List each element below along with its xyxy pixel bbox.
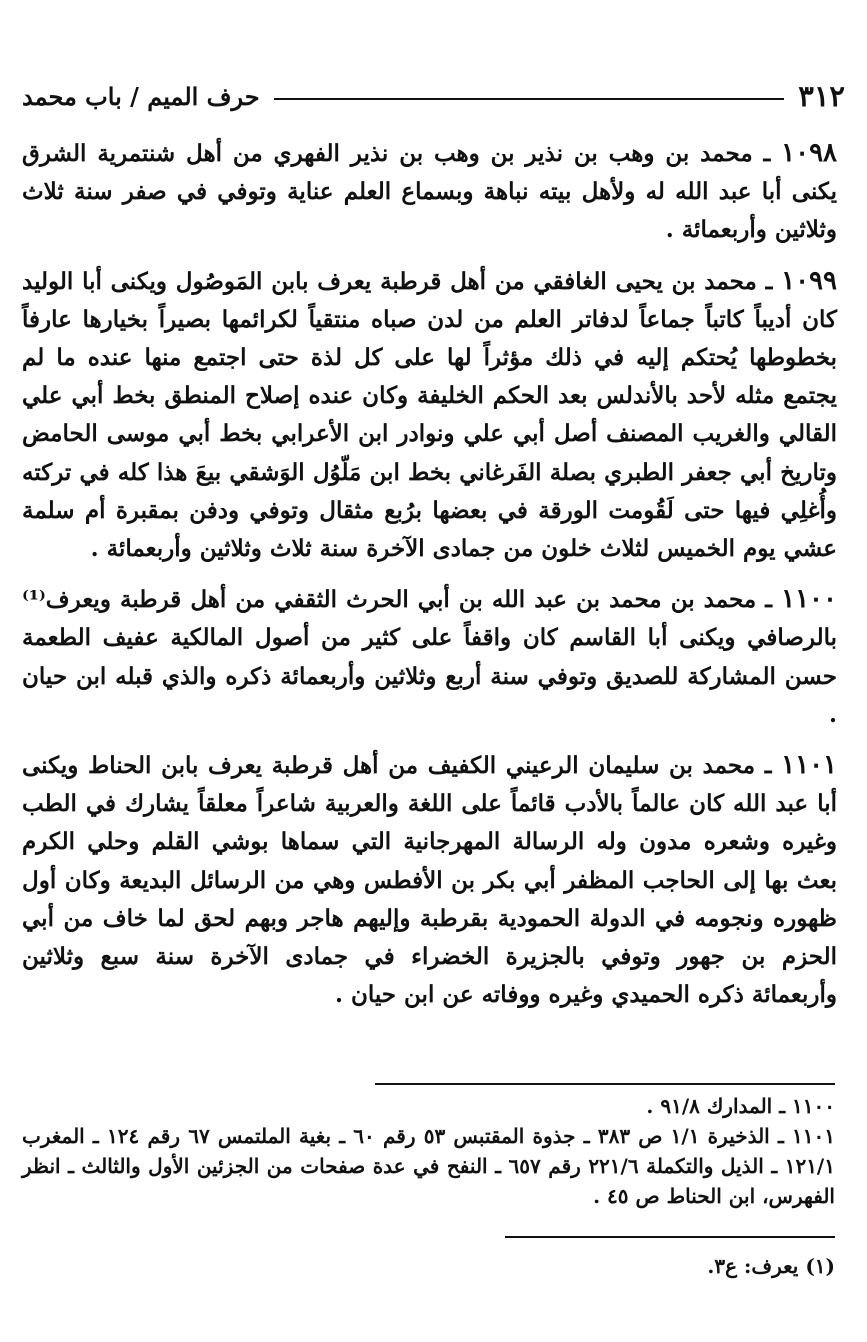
sources-section [22, 1083, 835, 1211]
entry-text: محمد بن سليمان الرعيني الكفيف من أهل قرطبة يعرف بابن الحناط ويكنى أبا عبد الله كان عالماً بالأدب قائماً على اللغة والعربية شاعراً معلقاً يشارك في الطب وغيره وشعره مدون وله الرسالة المهرجانية التي سماها بوشي القلم وحلي الكرم بعث بها إلى الحاجب المظفر أبي بكر بن الأفطس وهي من الرسائل البديعة وكان أول ظهوره ونجومه في الدولة الحمودية بقرطبة وإليهم هاجر وبهم لحق لما خاف من أبي الحزم بن جهور وتوفي بالجزيرة الخضراء في جمادى الآخرة سنة سبع وثلاثين وأربعمائة ذكره الحميدي وغيره ووفاته عن ابن حيان . [22, 752, 837, 1009]
page-header [22, 76, 845, 116]
entry-number: ١١٠٠ [781, 584, 837, 615]
entry-1099: ١٠٩٩ ـ محمد بن يحيى الغافقي من أهل قرطبة يعرف بابن المَوصُول ويكنى أبا الوليد كان أديباً كاتباً جماعاً لدفاتر العلم من لدن صباه منتقياً لكرائمها بصيراً بخيارها عارفاً بخطوطها يُحتكم إليه في ذلك مؤثراً لها على كل لذة حتى اجتمع منها عنده ما لم يجتمع مثله لأحد بالأندلس بعد الحكم الخليفة وكان عنده إصلاح المنطق بخط أبي علي القالي والغريب المصنف أصل أبي علي ونوادر ابن الأعرابي بخط أبي موسى الحامض وتاريخ أبي جعفر الطبري بصلة الفَرغاني بخط ابن مَلّوُل الوَشقي بيعَ هذا كله في تركته وأُغلِي فيها حتى لَقُومت الورقة في بعضها برُبع مثقال وتوفي ودفن بمقبرة أم سلمة عشي يوم الخميس لثلاث خلون من جمادى الآخرة سنة ثلاث وثلاثين وأربعمائة . [22, 265, 837, 563]
entry-1098: ١٠٩٨ ـ محمد بن وهب بن نذير بن وهب بن نذير الفهري من أهل شنتمرية الشرق يكنى أبا عبد الله له ولأهل بيته نباهة وبسماع العلم عناية وتوفي في صفر سنة ثلاث وثلاثين وأربعمائة . [22, 138, 837, 244]
sources-rule [375, 1083, 835, 1085]
running-title: حرف الميم / باب محمد [22, 81, 260, 111]
entry-text: محمد بن وهب بن نذير بن وهب بن نذير الفهري من أهل شنتمرية الشرق يكنى أبا عبد الله له ولأهل بيته نباهة وبسماع العلم عناية وتوفي في صفر سنة ثلاث وثلاثين وأربعمائة . [22, 140, 837, 244]
entry-text: محمد بن يحيى الغافقي من أهل قرطبة يعرف بابن المَوصُول ويكنى أبا الوليد كان أديباً كاتباً جماعاً لدفاتر العلم من لدن صباه منتقياً لكرائمها بصيراً بخيارها عارفاً بخطوطها يُحتكم إليه في ذلك مؤثراً لها على كل لذة حتى اجتمع منها عنده ما لم يجتمع مثله لأحد بالأندلس بعد الحكم الخليفة وكان عنده إصلاح المنطق بخط أبي علي القالي والغريب المصنف أصل أبي علي ونوادر ابن الأعرابي بخط أبي موسى الحامض وتاريخ أبي جعفر الطبري بصلة الفَرغاني بخط ابن مَلّوُل الوَشقي بيعَ هذا كله في تركته وأُغلِي فيها حتى لَقُومت الورقة في بعضها برُبع مثقال وتوفي ودفن بمقبرة أم سلمة عشي يوم الخميس لثلاث خلون من جمادى الآخرة سنة ثلاث وثلاثين وأربعمائة . [22, 267, 837, 563]
header-rule [274, 98, 785, 100]
footnote: (١) يعرف: ع٣. [707, 1254, 835, 1278]
footnotes-section [22, 1236, 835, 1280]
entry-1100: ١١٠٠ ـ محمد بن محمد بن عبد الله بن أبي الحرث الثقفي من أهل قرطبة ويعرف⁽¹⁾ بالرصافي ويكنى أبا القاسم كان واقفاً على كثير من أصول المالكية عفيف الطعمة حسن المشاركة للصديق وتوفي سنة أربع وثلاثين وأربعمائة ذكره والذي قبله ابن حيان . [22, 584, 837, 728]
entry-text: محمد بن محمد بن عبد الله بن أبي الحرث الثقفي من أهل قرطبة ويعرف⁽¹⁾ بالرصافي ويكنى أبا القاسم كان واقفاً على كثير من أصول المالكية عفيف الطعمة حسن المشاركة للصديق وتوفي سنة أربع وثلاثين وأربعمائة ذكره والذي قبله ابن حيان . [22, 586, 837, 728]
entry-number: ١١٠١ [781, 750, 837, 781]
main-text [22, 134, 837, 1026]
entry-1101: ١١٠١ ـ محمد بن سليمان الرعيني الكفيف من أهل قرطبة يعرف بابن الحناط ويكنى أبا عبد الله كان عالماً بالأدب قائماً على اللغة والعربية شاعراً معلقاً يشارك في الطب وغيره وشعره مدون وله الرسالة المهرجانية التي سماها بوشي القلم وحلي الكرم بعث بها إلى الحاجب المظفر أبي بكر بن الأفطس وهي من الرسائل البديعة وكان أول ظهوره ونجومه في الدولة الحمودية بقرطبة وإليهم هاجر وبهم لحق لما خاف من أبي الحزم بن جهور وتوفي بالجزيرة الخضراء في جمادى الآخرة سنة سبع وثلاثين وأربعمائة ذكره الحميدي وغيره ووفاته عن ابن حيان . [22, 750, 837, 1009]
source-note: ١١٠٠ ـ المدارك ٩١/٨ . [646, 1094, 835, 1118]
footnote-rule [505, 1236, 835, 1238]
page-number: ٣١٢ [798, 79, 845, 113]
source-note: ١١٠١ ـ الذخيرة ١/١ ص ٣٨٣ ـ جذوة المقتبس ٥٣ رقم ٦٠ ـ بغية الملتمس ٦٧ رقم ١٢٤ ـ المغرب ١٢١/١ ـ الذيل والتكملة ٢٢١/٦ رقم ٦٥٧ ـ النفح في عدة صفحات من الجزئين الأول والثالث ـ انظر الفهرس، ابن الحناط ص ٤٥ . [22, 1124, 835, 1208]
entry-number: ١٠٩٩ [781, 265, 837, 296]
entry-number: ١٠٩٨ [781, 138, 837, 168]
